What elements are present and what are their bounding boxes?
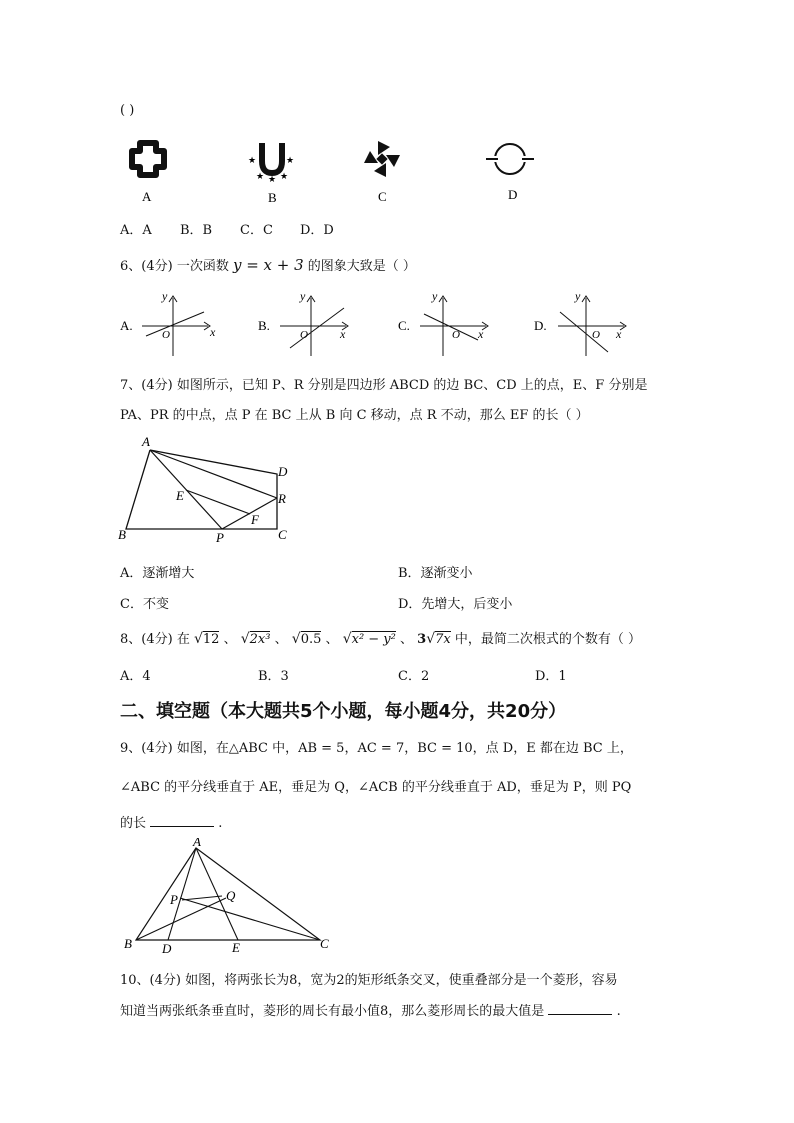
q9-label-b: B — [124, 936, 132, 951]
symbol-label-a: A — [142, 189, 152, 204]
q6-option-c-letter[interactable]: C. — [398, 318, 410, 333]
q10-answer-blank[interactable] — [548, 1002, 612, 1015]
graph-c-y-label: y — [432, 290, 438, 303]
q6-graphs — [118, 290, 638, 362]
svg-text:★: ★ — [280, 171, 289, 181]
q9-label-p: P — [170, 892, 178, 907]
graph-a-y-label: y — [162, 290, 168, 303]
svg-text:★: ★ — [286, 155, 295, 165]
svg-text:★: ★ — [248, 155, 257, 165]
q8-suffix: 中，最简二次根式的个数有（ ） — [454, 632, 642, 647]
q8-radical-5-coef: 3 — [417, 632, 427, 647]
q5-answer-paren: ( ) — [120, 103, 135, 118]
q8-radical-3: 0.5 — [300, 632, 322, 647]
graph-b-origin: O — [300, 329, 308, 341]
q9-line-3-end: . — [218, 816, 223, 831]
graph-d — [534, 290, 626, 356]
q7-label-f: F — [251, 512, 259, 527]
q8-sep-4: 、 — [400, 632, 414, 647]
q6-formula: y = x + 3 — [232, 256, 304, 274]
q5-option-b[interactable]: B．B — [180, 223, 213, 238]
graph-b-y-label: y — [300, 290, 306, 303]
q7-label-e: E — [176, 488, 184, 503]
q7-label-a: A — [142, 434, 150, 449]
q9-label-d: D — [162, 941, 172, 956]
graph-a-origin: O — [162, 329, 170, 341]
circle-bar-symbol-icon — [486, 144, 534, 174]
q8-radical-5: 7x — [435, 632, 451, 647]
q7-label-c: C — [278, 527, 287, 542]
magnet-stars-icon — [248, 143, 294, 184]
q10-line-2 — [120, 1000, 621, 1019]
cross-symbol-icon — [132, 143, 164, 175]
q6-option-b-letter[interactable]: B. — [258, 318, 270, 333]
q9-line-1: 9、(4分) 如图，在△ABC 中，AB = 5，AC = 7，BC = 10，点 D，E 都在边 BC 上， — [120, 741, 633, 756]
q10-line-2-text: 知道当两张纸条垂直时，菱形的周长有最小值8，那么菱形周长的最大值是 — [120, 1004, 545, 1019]
q9-figure — [120, 838, 340, 956]
q6-prefix: 6、(4分) 一次函数 — [120, 259, 229, 274]
graph-c — [398, 290, 488, 356]
graph-d-y-label: y — [575, 290, 581, 303]
q9-label-a: A — [193, 838, 201, 849]
q8-prefix: 8、(4分) 在 — [120, 632, 190, 647]
q9-label-e: E — [232, 940, 240, 955]
q9-line-3 — [120, 812, 222, 831]
q8-option-c[interactable]: C．2 — [398, 669, 430, 684]
svg-text:★: ★ — [256, 171, 265, 181]
graph-c-x-label: x — [478, 327, 484, 341]
q6-option-d-letter[interactable]: D. — [534, 318, 547, 333]
q8-option-b[interactable]: B．3 — [258, 669, 289, 684]
q8-option-a[interactable]: A．4 — [120, 669, 151, 684]
q8-radical-1: 12 — [202, 632, 220, 647]
q7-line-1: 7、(4分) 如图所示，已知 P、R 分别是四边形 ABCD 的边 BC、CD 上的点，E、F 分别是 — [120, 378, 648, 393]
graph-b — [258, 290, 348, 356]
q7-label-d: D — [278, 464, 288, 479]
q6-stem — [120, 255, 416, 274]
q6-option-a-letter[interactable]: A. — [120, 318, 133, 333]
q9-line-2: ∠ABC 的平分线垂直于 AE，垂足为 Q，∠ACB 的平分线垂直于 AD，垂足为 P，则 PQ — [120, 780, 632, 795]
graph-a — [120, 290, 216, 356]
q8-radical-2: 2x³ — [249, 632, 271, 647]
q7-option-a[interactable]: A．逐渐增大 — [120, 566, 195, 581]
q10-line-1: 10、(4分) 如图，将两张长为8，宽为2的矩形纸条交叉，使重叠部分是一个菱形，容易 — [120, 973, 618, 988]
graph-d-origin: O — [592, 329, 600, 341]
q5-option-d[interactable]: D．D — [300, 223, 334, 238]
q7-option-b[interactable]: B．逐渐变小 — [398, 566, 473, 581]
q8-sep-3: 、 — [325, 632, 339, 647]
q9-line-3-text: 的长 — [120, 816, 147, 831]
graph-b-x-label: x — [340, 327, 346, 341]
section-2-title: 二、填空题（本大题共5个小题，每小题4分，共20分） — [120, 701, 567, 722]
q10-line-2-end: . — [616, 1004, 621, 1019]
q8-sep-2: 、 — [274, 632, 288, 647]
q5-option-c[interactable]: C．C — [240, 223, 273, 238]
q9-answer-blank[interactable] — [150, 814, 214, 827]
q6-suffix: 的图象大致是（ ） — [307, 259, 416, 274]
symbol-label-d: D — [508, 187, 518, 202]
graph-c-origin: O — [452, 329, 460, 341]
graph-a-x-label: x — [210, 325, 216, 339]
q7-option-d[interactable]: D．先增大，后变小 — [398, 597, 513, 612]
q8-option-d[interactable]: D．1 — [535, 669, 567, 684]
q9-label-c: C — [320, 936, 329, 951]
svg-text:★: ★ — [268, 174, 277, 184]
q8-stem: 8、(4分) 在 √12 、 √2x³ 、 √0.5 、 √x² − y² 、 3√7x 中，最简二次根式的个数有（ ） — [120, 631, 642, 647]
q7-label-r: R — [278, 491, 286, 506]
q7-option-c[interactable]: C．不变 — [120, 597, 169, 612]
q7-line-2: PA、PR 的中点，点 P 在 BC 上从 B 向 C 移动，点 R 不动，那么 EF 的长（ ） — [120, 408, 589, 423]
graph-d-x-label: x — [616, 327, 622, 341]
q7-figure — [112, 432, 312, 550]
q8-sep-1: 、 — [223, 632, 237, 647]
q7-label-b: B — [118, 527, 126, 542]
symbol-label-c: C — [378, 189, 387, 204]
q8-radical-4: x² − y² — [351, 632, 396, 647]
pinwheel-symbol-icon — [364, 141, 400, 177]
q9-label-q: Q — [226, 888, 236, 903]
symbol-label-b: B — [268, 190, 277, 205]
q7-label-p: P — [216, 530, 224, 545]
q5-symbols — [120, 135, 560, 210]
q5-option-a[interactable]: A．A — [120, 223, 152, 238]
